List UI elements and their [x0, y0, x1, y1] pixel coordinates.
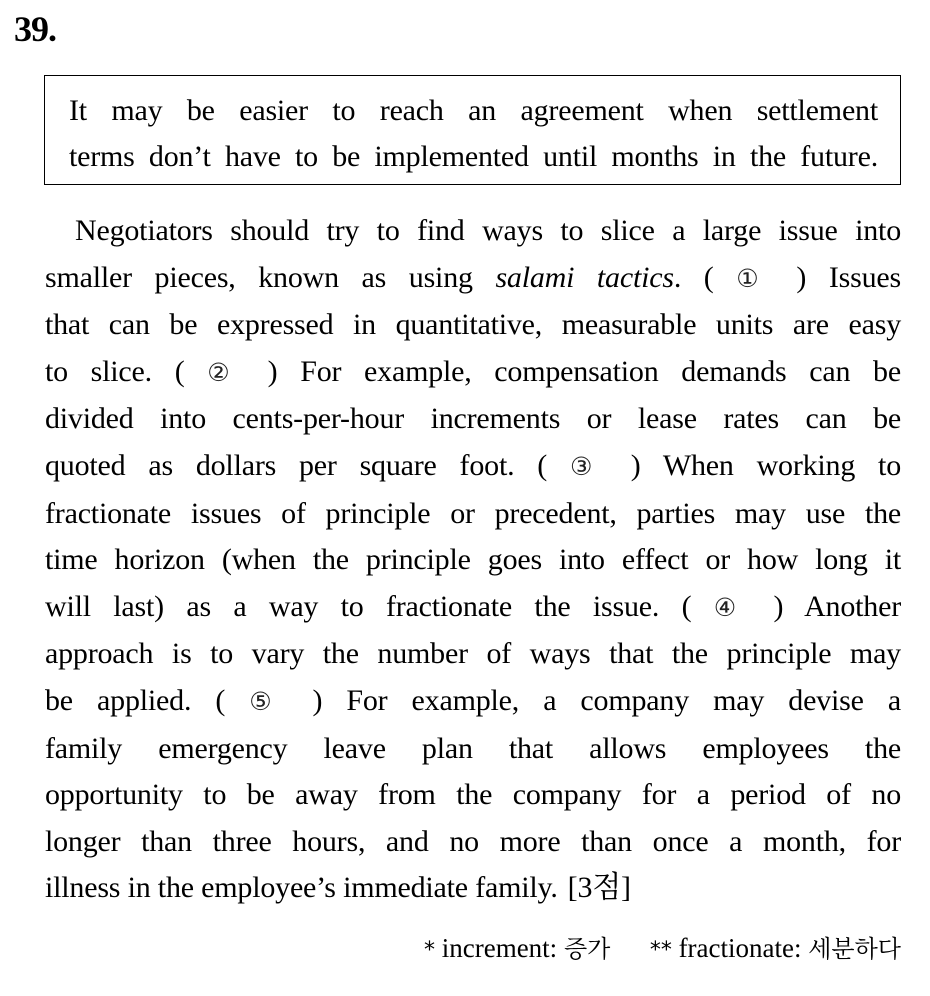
- question-number: 39.: [14, 9, 56, 49]
- passage-text: ) For example, a company may devise a: [312, 683, 901, 717]
- passage-text: quoted as dollars per square foot. (: [45, 448, 548, 482]
- footnotes: [424, 928, 901, 971]
- passage-text: smaller pieces, known as using: [45, 260, 496, 294]
- passage: [45, 208, 901, 912]
- insertion-marker-4: ④: [713, 592, 752, 622]
- passage-line-6: [45, 443, 901, 491]
- passage-text: to slice. (: [45, 354, 185, 388]
- passage-line-4: [45, 349, 901, 397]
- passage-line-8: time horizon (when the principle goes into effect or how long it: [45, 543, 901, 577]
- insertion-marker-2: ②: [207, 357, 245, 387]
- insertion-marker-3: ③: [569, 451, 608, 481]
- insertion-marker-5: ⑤: [249, 686, 289, 716]
- given-sentence-line-1: It may be easier to reach an agreement when settlement: [69, 94, 878, 127]
- passage-line-7: fractionate issues of principle or precedent, parties may use the: [45, 496, 901, 530]
- passage-line-12: family emergency leave plan that allows employees the: [45, 731, 901, 765]
- footnote-2-mark: **: [649, 938, 672, 963]
- footnote-1-term: increment:: [441, 933, 564, 963]
- passage-line-10: approach is to vary the number of ways that the principle may: [45, 637, 901, 671]
- passage-text: illness in the employee’s immediate family.: [45, 871, 558, 905]
- insertion-marker-1: ①: [736, 263, 774, 293]
- passage-text: will last) as a way to fractionate the issue. (: [45, 589, 692, 623]
- footnote-2-term: fractionate:: [678, 933, 809, 963]
- footnote-2-definition: 세분하다: [808, 935, 901, 963]
- passage-line-14: longer than three hours, and no more than once a month, for: [45, 824, 901, 858]
- passage-text: be applied. (: [45, 683, 226, 717]
- passage-line-1: Negotiators should try to find ways to slice a large issue into: [75, 214, 901, 247]
- passage-text: . (: [673, 260, 714, 294]
- points-label: [3점]: [567, 871, 631, 905]
- passage-line-9: [45, 584, 901, 632]
- passage-text: ) Another: [773, 589, 901, 623]
- salami-tactics-term: salami tactics: [495, 260, 674, 294]
- passage-line-11: [45, 678, 901, 726]
- passage-text: ) When working to: [630, 448, 901, 482]
- footnote-1-mark: *: [423, 938, 435, 963]
- passage-line-5: divided into cents-per-hour increments or lease rates can be: [45, 402, 901, 436]
- passage-line-2: [45, 255, 901, 303]
- given-sentence-line-2: terms don’t have to be implemented until months in the future.: [69, 140, 878, 173]
- given-sentence-box: [44, 75, 901, 185]
- passage-text: ) For example, compensation demands can be: [267, 354, 901, 388]
- passage-line-13: opportunity to be away from the company for a period of no: [45, 778, 901, 812]
- passage-line-3: that can be expressed in quantitative, measurable units are easy: [45, 308, 901, 342]
- passage-text: ) Issues: [796, 260, 901, 294]
- footnote-1-definition: 증가: [563, 935, 611, 963]
- passage-line-15: [45, 865, 901, 912]
